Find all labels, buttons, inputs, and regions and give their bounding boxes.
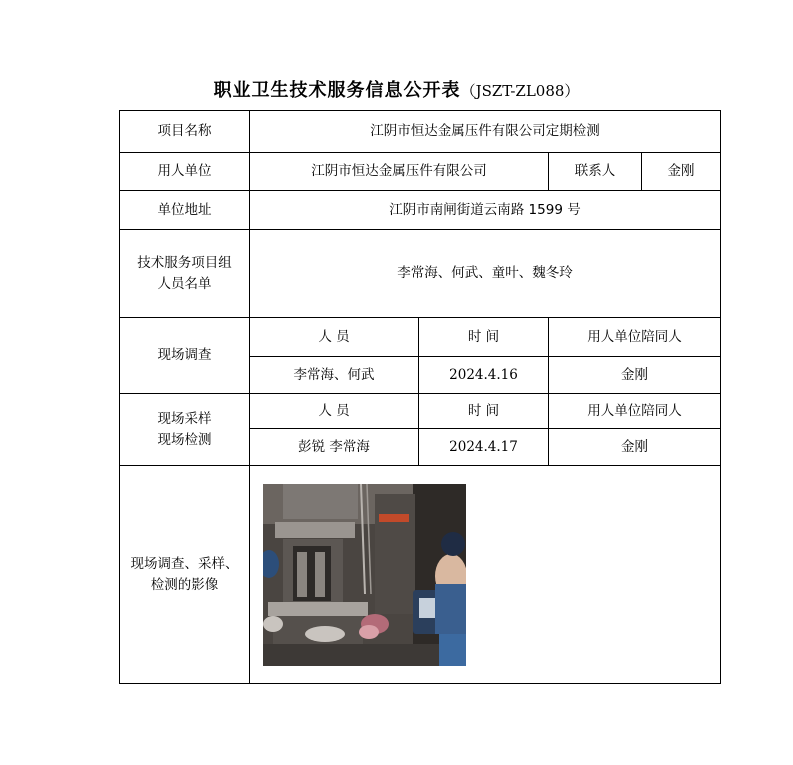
team-label — [120, 230, 250, 318]
survey-date: 2024.4.16 — [419, 357, 549, 394]
sampling-people: 彭锐 李常海 — [250, 429, 419, 466]
survey-label: 现场调查 — [120, 318, 250, 394]
title-code: （JSZT-ZL088） — [460, 82, 580, 100]
survey-header-people: 人 员 — [250, 318, 419, 357]
survey-header-time: 时 间 — [419, 318, 549, 357]
sampling-date: 2024.4.17 — [419, 429, 549, 466]
sampling-header-people: 人 员 — [250, 394, 419, 429]
team-row — [120, 230, 721, 318]
team-label-line2: 人员名单 — [157, 275, 212, 292]
images-cell — [250, 466, 721, 684]
contact-value: 金刚 — [642, 153, 721, 191]
images-row — [120, 466, 721, 684]
sampling-escort: 金刚 — [549, 429, 721, 466]
site-photo-illustration — [263, 484, 466, 666]
address-label: 单位地址 — [120, 191, 250, 230]
project-value: 江阴市恒达金属压件有限公司定期检测 — [250, 111, 721, 153]
address-value: 江阴市南闸街道云南路 1599 号 — [250, 191, 721, 230]
page-title — [0, 76, 793, 102]
sampling-label — [120, 394, 250, 466]
employer-label: 用人单位 — [120, 153, 250, 191]
images-label-line1: 现场调查、采样、 — [130, 555, 239, 572]
site-photo — [263, 484, 466, 666]
sampling-label-line2: 现场检测 — [157, 431, 212, 448]
address-row — [120, 191, 721, 230]
sampling-header-row — [120, 394, 721, 429]
sampling-header-escort: 用人单位陪同人 — [549, 394, 721, 429]
employer-value: 江阴市恒达金属压件有限公司 — [250, 153, 549, 191]
team-label-line1: 技术服务项目组 — [137, 254, 232, 271]
project-label: 项目名称 — [120, 111, 250, 153]
survey-people: 李常海、何武 — [250, 357, 419, 394]
survey-escort: 金刚 — [549, 357, 721, 394]
survey-header-row — [120, 318, 721, 357]
sampling-header-time: 时 间 — [419, 394, 549, 429]
team-value: 李常海、何武、童叶、魏冬玲 — [250, 230, 721, 318]
images-label — [120, 466, 250, 684]
images-label-line2: 检测的影像 — [150, 576, 219, 593]
sampling-label-line1: 现场采样 — [157, 410, 212, 427]
contact-label: 联系人 — [549, 153, 642, 191]
employer-row — [120, 153, 721, 191]
info-table — [119, 110, 721, 684]
title-text: 职业卫生技术服务信息公开表 — [213, 80, 461, 101]
survey-header-escort: 用人单位陪同人 — [549, 318, 721, 357]
project-row — [120, 111, 721, 153]
